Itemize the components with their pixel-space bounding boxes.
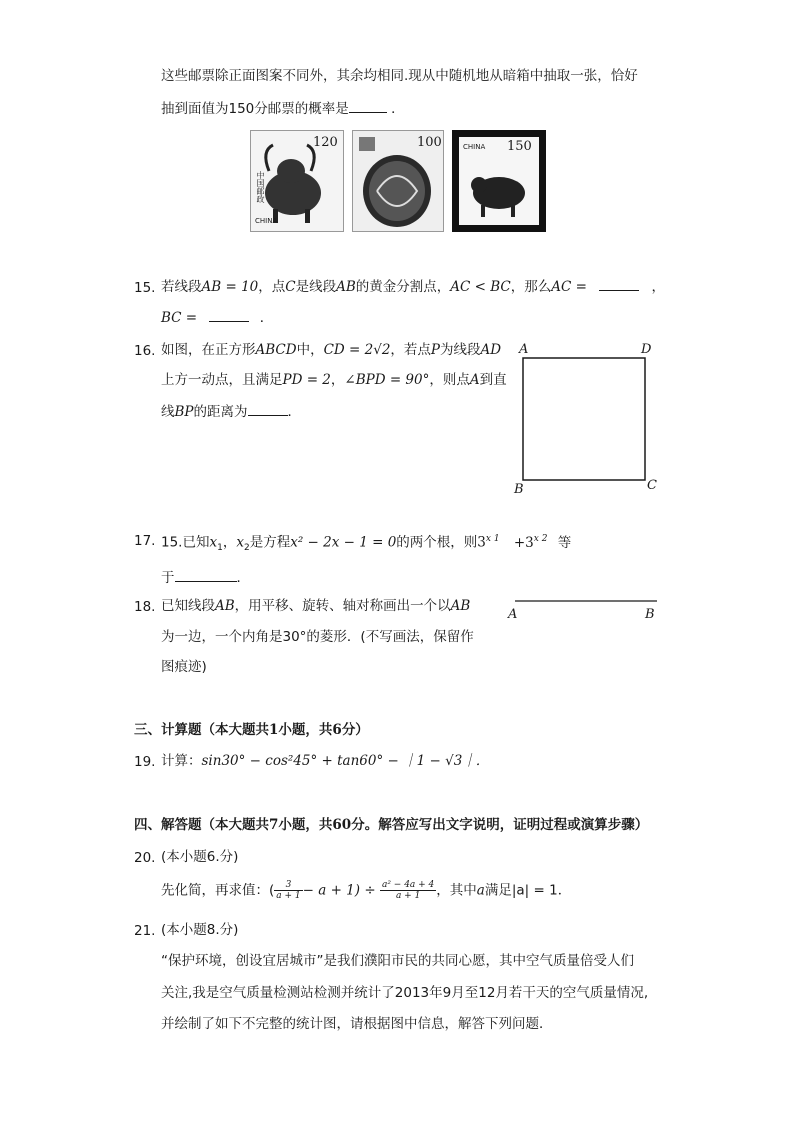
label-A: A [508, 607, 518, 622]
stamp-ox-100 [352, 130, 444, 232]
section-3-heading: 三、计算题（本大题共1小题，共6分） [134, 722, 369, 738]
answer-blank [349, 98, 387, 113]
stamp-ox-120 [250, 130, 344, 232]
segment-ab [515, 596, 660, 606]
p21-line1: “保护环境，创设宜居城市”是我们濮阳市民的共同心愿，其中空气质量倍受人们 [161, 953, 634, 969]
p19-line1: 计算：sin30° − cos²45° + tan60° − ｜1 − √3｜． [161, 753, 490, 769]
p21-score: (本小题8.分) [161, 922, 239, 938]
p18-line1: 已知线段AB，用平移、旋转、轴对称画出一个以AB [161, 598, 471, 614]
p20-expression: 先化简，再求值：( $\frac{3}{a + 1}$ − a + 1) ÷ $\frac{\text{a² − 4a + 4}}{a + 1}$ ，其中a满足|a| = 1． [161, 880, 572, 901]
stamp-value: 100 [417, 135, 442, 150]
p17-line1: 15.已知$x_1$，$x_2$是方程x² − 2x − 1 = 0的两个根，则$3^{x 1} +3^{x 2}$ 等 [161, 534, 572, 554]
stamp-country: 中国邮政 [256, 171, 265, 203]
p14-line2: 抽到面值为150分邮票的概率是 ． [161, 98, 405, 119]
answer-blank [209, 307, 249, 322]
section-4-heading: 四、解答题（本大题共7小题，共60分。解答应写出文字说明，证明过程或演算步骤） [134, 817, 649, 833]
stamp-ox-150 [452, 130, 546, 232]
square-abcd [523, 358, 645, 480]
stamp-value: 150 [507, 139, 532, 154]
answer-blank [248, 401, 288, 416]
fraction-1: $\frac{3}{a + 1}$ [276, 880, 301, 901]
p18-line3: 图痕迹) [161, 659, 207, 675]
stamp-value: 120 [313, 135, 338, 150]
question-number-15: 15. [134, 280, 156, 296]
stamp-china: CHINA [463, 143, 486, 151]
question-number-19: 19. [134, 754, 156, 770]
p15-line2: BC = ． [161, 307, 273, 328]
p15-line1: 若线段AB = 10，点C是线段AB的黄金分割点，AC < BC，那么AC = ， [161, 276, 665, 297]
p20-score: (本小题6.分) [161, 849, 239, 865]
p14-line1: 这些邮票除正面图案不同外，其余均相同.现从中随机地从暗箱中抽取一张，恰好 [161, 68, 638, 84]
p21-line3: 并绘制了如下不完整的统计图，请根据图中信息，解答下列问题． [161, 1016, 553, 1032]
question-number-17: 17. [134, 533, 156, 549]
question-number-20: 20. [134, 850, 156, 866]
p16-line1: 如图，在正方形ABCD中，CD = 2√2，若点P为线段AD [161, 342, 502, 358]
p18-line2: 为一边，一个内角是30°的菱形．(不写画法，保留作 [161, 629, 474, 645]
label-A: A [519, 342, 529, 357]
question-number-18: 18. [134, 599, 156, 615]
label-B: B [645, 607, 655, 622]
question-number-21: 21. [134, 923, 156, 939]
question-number-16: 16. [134, 343, 156, 359]
label-C: C [647, 478, 657, 493]
square-abcd-figure [520, 355, 650, 485]
label-D: D [641, 342, 652, 357]
stamp-china: CHINA [255, 217, 278, 225]
p16-line2: 上方一动点，且满足PD = 2，∠BPD = 90°，则点A到直 [161, 372, 507, 388]
p21-line2: 关注,我是空气质量检测站检测并统计了2013年9月至12月若干天的空气质量情况, [161, 985, 649, 1001]
fraction-2: $\frac{\text{a² − 4a + 4}}{a + 1}$ [381, 880, 435, 901]
answer-blank [599, 276, 639, 291]
p17-line2: 于 ． [161, 567, 250, 588]
answer-blank [175, 567, 237, 582]
p16-line3: 线BP的距离为 ． [161, 401, 301, 422]
label-B: B [514, 482, 524, 497]
